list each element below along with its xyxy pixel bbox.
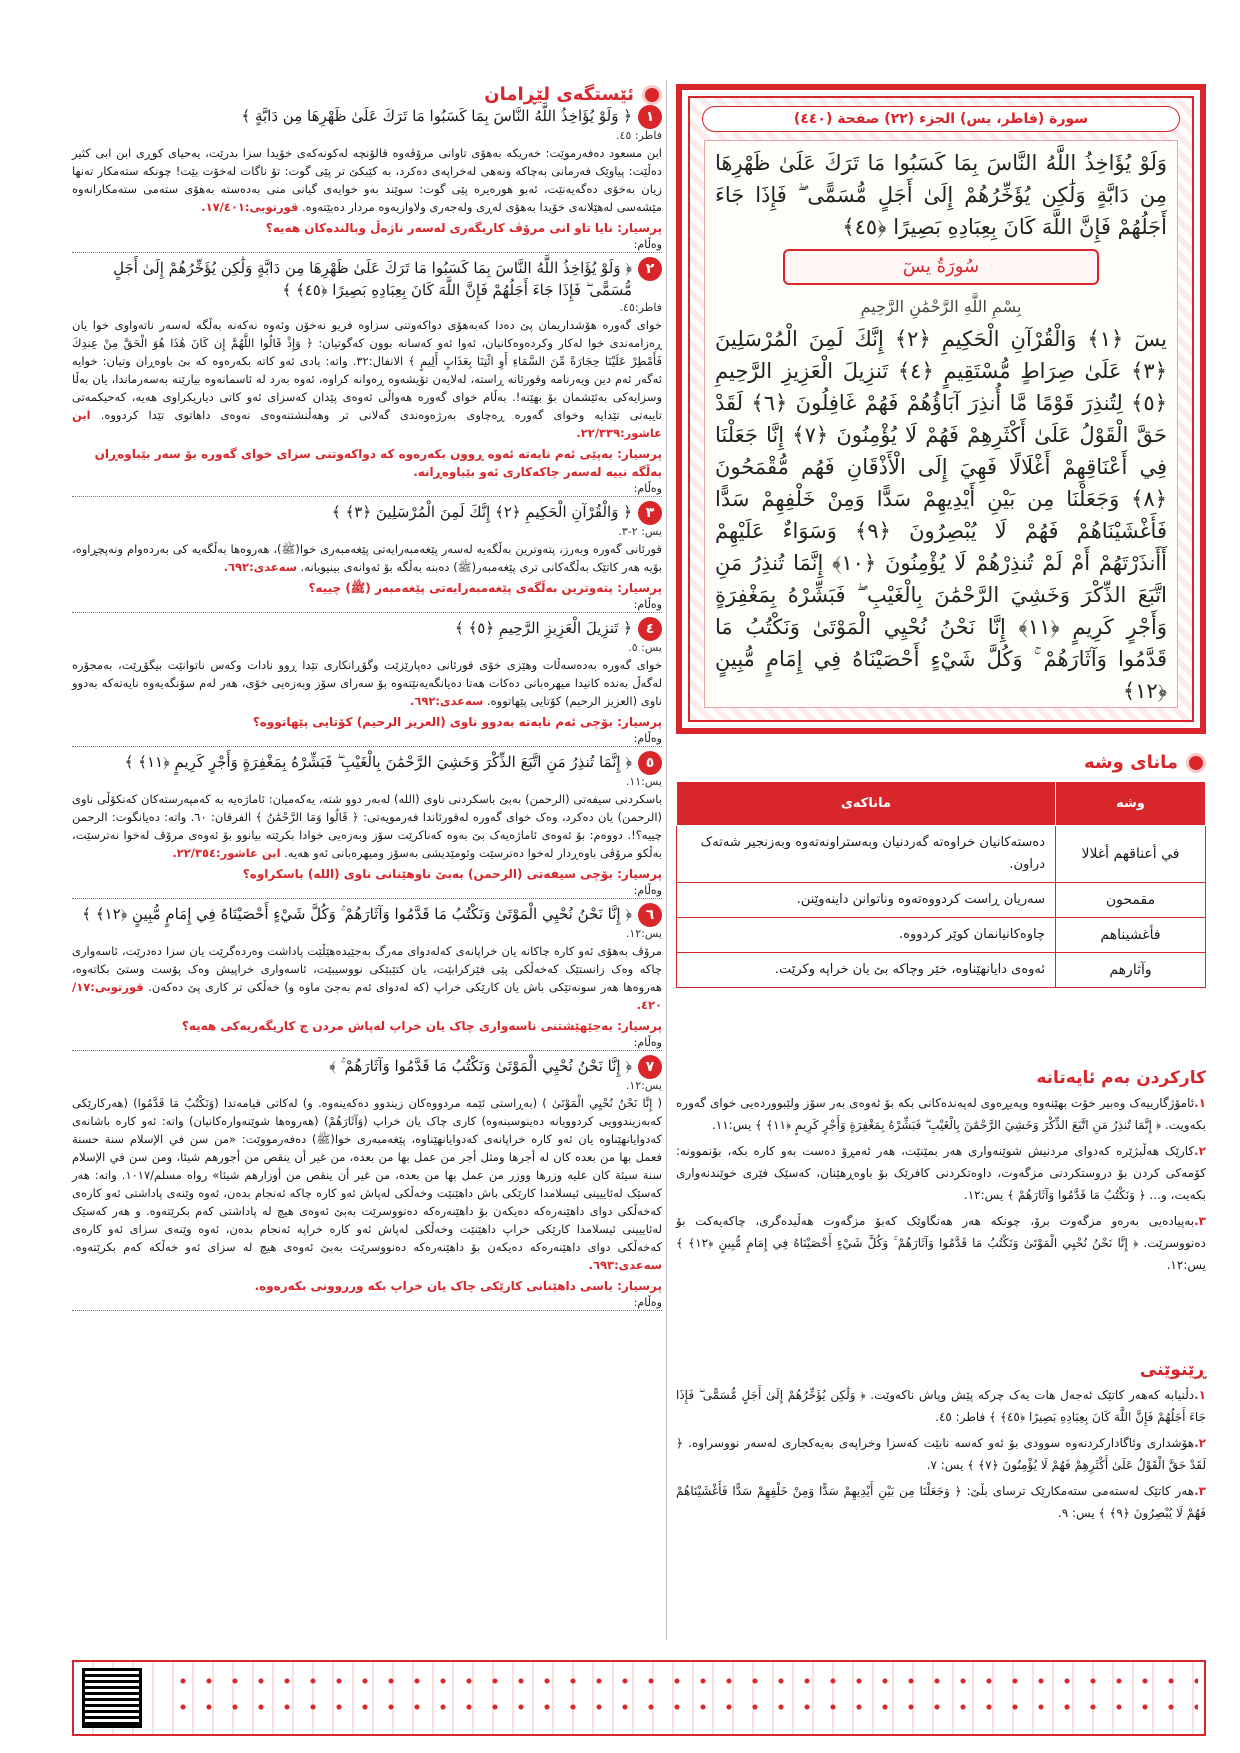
commentary-body: خوای گەورە هۆشداریمان پێ دەدا کەبەهۆی دواکەوتنی سزاوە فریو نەخۆن وئەوە نەکەنە بەڵگە لەسەر ناتەواوی خوا یان ڕەزامەندی خوا لەکار وکردەوەکانیان، ئەوا ئەو کەسانە بوون کەگوتیان: ﴿ وَإِذْ قَالُوا اللَّهُمَّ إِن كَانَ هَٰذَا هُوَ الْحَقَّ مِنْ عِندِكَ فَأَمْطِرْ عَلَيْنَا حِجَارَةً مِّنَ السَّمَاءِ أَوِ ائْتِنَا بِعَذَابٍ أَلِيمٍ ﴾ الانفال:٣٢. واتە: یادی ئەو کاتە بکەرەوە کە بێ باوەڕان وتیان: خوایە ئەگەر ئەم دین ویەرنامە وقورئانە ڕاستە، لەلایەن تۆیشەوە ڕەوانە کراوە، ئەوە بەرد لە ئاسمانەوە بیارێنە بەسەرماندا، یان بەڵا وسزایەکی بەئێشمان بۆ بهێنە!. بەڵام خوای گەورە هەواڵی ئەوەی پێدان کەسزای ئەو کاتی دیاریکراوی هەیە، کەحیکمەتی تایبەتی تێدایە وخوای گەورە ڕەچاوی بەرژەوەندی گەلانی تر وهەڵنشتنەوەی نەوەی داهاتوی تێدا کردووە. bbox=[72, 318, 663, 422]
answer-line[interactable]: وەڵام: bbox=[72, 731, 662, 747]
verse-line bbox=[72, 257, 662, 301]
commentary-text bbox=[72, 656, 662, 710]
word-meanings-table bbox=[676, 781, 1206, 988]
question-text: پرسیار: بەجێهێشتنی ناسەواری چاک یان خراپ لەپاش مردن چ کاریگەریەکی هەیە؟ bbox=[181, 1019, 662, 1033]
commentary-source: ابن عاشور:٢٢/٣٥٤. bbox=[172, 846, 281, 860]
quran-page-frame bbox=[688, 96, 1194, 722]
verse-text: ﴿ إِنَّمَا تُنذِرُ مَنِ اتَّبَعَ الذِّكْرَ وَخَشِيَ الرَّحْمَٰنَ بِالْغَيْبِ ۖ فَبَشِّرْهُ بِمَغْفِرَةٍ وَأَجْرٍ كَرِيمٍ ﴿١١﴾ ﴾ bbox=[124, 753, 632, 771]
meaning-cell: دەستەکانیان خراوەتە گەردنیان وبەستراونەتەوە وبەزنجیر شەتەک دراون. bbox=[677, 826, 1056, 883]
header-meaning: ماناکەی bbox=[677, 782, 1056, 826]
guidance-item-number: ١. bbox=[1194, 1388, 1206, 1402]
word-cell: في أعناقهم أغلالا bbox=[1056, 826, 1206, 883]
verse-line bbox=[72, 1055, 662, 1079]
word-cell: مقمحون bbox=[1056, 883, 1206, 918]
exercises-item-text: ئامۆژگارییەک وەبیر خۆت بهێنەوە وپەیڕەوی لەپەندەکانی بکە بۆ ئەوەی بەر سۆز ولێبووردەیی خوای گەورە بکەویت. ﴿ إِنَّمَا تُنذِرُ مَنِ اتَّبَعَ الذِّكْرَ وَخَشِيَ الرَّحْمَٰنَ بِالْغَيْبِ ۖ فَبَشِّرْهُ بِمَغْفِرَةٍ وَأَجْرٍ كَرِيمٍ ﴿١١﴾ ﴾ یس:١١. bbox=[676, 1096, 1206, 1132]
column-divider bbox=[666, 80, 667, 1640]
guidance-title: ڕێنوێنی bbox=[1139, 1360, 1206, 1380]
word-cell: فأغشيناهم bbox=[1056, 918, 1206, 953]
commentary-body: باسکردنی سیفەتی (الرحمن) بەبێ باسکردنی ناوی (الله) لەبەر دوو شتە، یەکەمیان: ئاماژەیە بە کەمپەرستەکان کەنکۆڵی ناوی (الرحمن) یان دەکرد، وەک خوای گەورە لەقورئاندا فەرمویەتی: ﴿ قَالُوا وَمَا الرَّحْمَٰنُ ﴾ الفرقان: ٦٠. واتە: دەیانگوت: الرحمن چییە؟!. دووەم: بۆ ئەوەی ئاماژەیەک بێ بەوە کەناکرێت سۆز وبەزەیی خوادا بکرێتە بیانوو بۆ ئەوەی مرۆڤ لەخوا نەترسێت، بەڵکو مرۆڤی باوەڕدار لەخوا دەترسێت وئومێدیشی بەسۆز ومیهرەبانی ئەو هەیە. bbox=[72, 792, 662, 860]
commentary-text bbox=[72, 790, 662, 862]
word-row bbox=[677, 953, 1206, 988]
commentary-source: ابن عاشور:٢٢/٣٣٩. bbox=[72, 408, 662, 440]
commentary-source: سەعدی:٦٩٢. bbox=[223, 560, 297, 574]
exercises-section bbox=[676, 1068, 1206, 1276]
decorative-footer bbox=[72, 1660, 1206, 1736]
answer-line[interactable]: وەڵام: bbox=[72, 883, 662, 899]
reflection-item bbox=[72, 501, 662, 613]
answer-line[interactable]: وەڵام: bbox=[72, 1035, 662, 1051]
meaning-cell: چاوەکانیانمان کوێر کردووە. bbox=[677, 918, 1056, 953]
basmala: بِسْمِ اللَّهِ الرَّحْمَٰنِ الرَّحِيمِ bbox=[860, 297, 1022, 316]
commentary-body: قورئانی گەورە وبەرز، پتەوترین بەڵگەیە لەسەر پێغەمبەرایەتی پێغەمبەری خوا(ﷺ)، هەروەها بەڵگەیە کی بەردەوام ونەپچڕاوە، بۆیە هەر کاتێک بەڵگەکانی تری پێغەمبەر(ﷺ) دەبنە بەڵگە بۆ ئەوانەی بینیویانە. bbox=[72, 542, 662, 574]
verse-reference: یس:١٢. bbox=[625, 1079, 662, 1092]
item-number-badge: ١ bbox=[638, 105, 662, 129]
commentary-text bbox=[72, 1094, 662, 1274]
exercises-item-text: بەپیادەیی بەرەو مزگەوت برۆ، چونکە هەر هەنگاوێک کەبۆ مزگەوت هەڵیدەگری، چاکەیەکت بۆ دەنووسرێت. ﴿ إِنَّا نَحْنُ نُحْيِي الْمَوْتَىٰ وَنَكْتُبُ مَا قَدَّمُوا وَآثَارَهُمْ ۚ وَكُلَّ شَيْءٍ أَحْصَيْنَاهُ فِي إِمَامٍ مُّبِينٍ ﴿١٢﴾ ﴾ یس:١٢. bbox=[676, 1214, 1206, 1272]
guidance-item-number: ٣. bbox=[1194, 1484, 1206, 1498]
item-number-badge: ٣ bbox=[638, 501, 662, 525]
item-number-badge: ٤ bbox=[638, 617, 662, 641]
verse-line bbox=[72, 903, 662, 927]
question-text: پرسیار: نایا تاو انی مرۆڤ کاریگەری لەسەر ناژەڵ وبالندەکان هەیە؟ bbox=[265, 221, 662, 235]
question-text: پرسیار: باسی داهێنانی کارێکی چاک یان خراپ بکە ورروونی بکەرەوە. bbox=[254, 1279, 662, 1293]
verse-text: ﴿ إِنَّا نَحْنُ نُحْيِي الْمَوْتَىٰ وَنَكْتُبُ مَا قَدَّمُوا وَآثَارَهُمْ ۚ ﴾ bbox=[329, 1057, 632, 1075]
question-text: پرسیار: پتەوترین بەڵگەی پێغەمبەرایەتی پێغەمبەر (ﷺ) چییە؟ bbox=[308, 581, 662, 595]
verse-reference: یس: ٥. bbox=[628, 641, 662, 654]
reflection-item bbox=[72, 903, 662, 1051]
answer-line[interactable]: وەڵام: bbox=[72, 597, 662, 613]
verse-text: ﴿ إِنَّا نَحْنُ نُحْيِي الْمَوْتَىٰ وَنَكْتُبُ مَا قَدَّمُوا وَآثَارَهُمْ ۚ وَكُلَّ شَيْءٍ أَحْصَيْنَاهُ فِي إِمَامٍ مُّبِينٍ ﴿١٢﴾ ﴾ bbox=[82, 905, 632, 923]
quran-text-fatir: وَلَوْ يُؤَاخِذُ اللَّهُ النَّاسَ بِمَا كَسَبُوا مَا تَرَكَ عَلَىٰ ظَهْرِهَا مِن دَابَّةٍ وَلَٰكِن يُؤَخِّرُهُمْ إِلَىٰ أَجَلٍ مُّسَمًّى ۖ فَإِذَا جَاءَ أَجَلُهُمْ فَإِنَّ اللَّهَ كَانَ بِعِبَادِهِ بَصِيرًا ﴿٤٥﴾ bbox=[715, 151, 1167, 239]
guidance-item-text: هۆشداری وئاگادارکردنەوە سوودی بۆ ئەو کەسە نابێت کەسزا وخراپەی بەیەکجاری لەسەر نووسراوە. ﴿ لَقَدْ حَقَّ الْقَوْلُ عَلَىٰ أَكْثَرِهِمْ فَهُمْ لَا يُؤْمِنُونَ ﴿٧﴾ ﴾ یس: ٧. bbox=[676, 1436, 1206, 1472]
verse-text: ﴿ وَالْقُرْآنِ الْحَكِيمِ ﴿٢﴾ إِنَّكَ لَمِنَ الْمُرْسَلِينَ ﴿٣﴾ ﴾ bbox=[331, 503, 632, 521]
question-text: پرسیار: بەپێی ئەم نایەتە ئەوە ڕوون بکەرەوە کە دواکەوتنی سزای خوای گەورە بۆ سەر بێباوەڕان بەڵگە نییە لەسەر چاکەکاری ئەو بێباوەڕانە. bbox=[94, 447, 662, 479]
commentary-source: سەعدی:٦٩٢. bbox=[409, 694, 484, 708]
verse-line bbox=[72, 751, 662, 775]
meaning-cell: ئەوەی دایانهێناوە، خێر وچاکە بێ یان خراپە وکرێت. bbox=[677, 953, 1056, 988]
exercises-item-number: ١. bbox=[1194, 1096, 1206, 1110]
verse-reference: یس:١٢. bbox=[625, 927, 662, 940]
quran-page-header: سورة (فاطر، يس) الجزء (٢٢) صفحة (٤٤٠) bbox=[702, 106, 1180, 132]
item-number-badge: ٥ bbox=[638, 751, 662, 775]
word-meanings-title: مانای وشە bbox=[676, 752, 1206, 773]
quran-text-yasin: يسٓ ﴿١﴾ وَالْقُرْآنِ الْحَكِيمِ ﴿٢﴾ إِنَّكَ لَمِنَ الْمُرْسَلِينَ ﴿٣﴾ عَلَىٰ صِرَاطٍ مُّسْتَقِيمٍ ﴿٤﴾ تَنزِيلَ الْعَزِيزِ الرَّحِيمِ ﴿٥﴾ لِتُنذِرَ قَوْمًا مَّا أُنذِرَ آبَاؤُهُمْ فَهُمْ غَافِلُونَ ﴿٦﴾ لَقَدْ حَقَّ الْقَوْلُ عَلَىٰ أَكْثَرِهِمْ فَهُمْ لَا يُؤْمِنُونَ ﴿٧﴾ إِنَّا جَعَلْنَا فِي أَعْنَاقِهِمْ أَغْلَالًا فَهِيَ إِلَى الْأَذْقَانِ فَهُم مُّقْمَحُونَ ﴿٨﴾ وَجَعَلْنَا مِن بَيْنِ أَيْدِيهِمْ سَدًّا وَمِنْ خَلْفِهِمْ سَدًّا فَأَغْشَيْنَاهُمْ فَهُمْ لَا يُبْصِرُونَ ﴿٩﴾ وَسَوَاءٌ عَلَيْهِمْ أَأَنذَرْتَهُمْ أَمْ لَمْ تُنذِرْهُمْ لَا يُؤْمِنُونَ ﴿١٠﴾ إِنَّمَا تُنذِرُ مَنِ اتَّبَعَ الذِّكْرَ وَخَشِيَ الرَّحْمَٰنَ بِالْغَيْبِ ۖ فَبَشِّرْهُ بِمَغْفِرَةٍ وَأَجْرٍ كَرِيمٍ ﴿١١﴾ إِنَّا نَحْنُ نُحْيِي الْمَوْتَىٰ وَنَكْتُبُ مَا قَدَّمُوا وَآثَارَهُمْ ۚ وَكُلَّ شَيْءٍ أَحْصَيْنَاهُ فِي إِمَامٍ مُّبِينٍ ﴿١٢﴾ bbox=[715, 327, 1167, 703]
exercises-item bbox=[676, 1140, 1206, 1206]
reflection-item bbox=[72, 105, 662, 253]
guidance-item bbox=[676, 1480, 1206, 1524]
commentary-body: ابن مسعود دەفەرموێت: خەریکە بەهۆی تاوانی مرۆڤەوە قالۆنچە لەکونەکەی خۆیدا سزا بدرێت، یەحیای کوڕی ابن ابی کثیر دەڵێت: پیاوێک فەرمانی بەچاکە ونەهی لەخراپەی دەکرد، بە کێبکێ تر پێی گوت: تۆ ناگات لەخۆت بێت! چونکە ستەمکار تەنها زیان بەخۆی دەگەیەنێت، ئەبو هورەیرە پێی گوت: سوێند بەو خوایەی گیانی منی بەدەستە بەهۆی ستەمی ستەمکارانەوە مێشەسی لەهێلانەی خۆیدا بەهۆی لەڕی ولەجەری ولاوازیەوە مردار دەبێتەوە. bbox=[72, 146, 662, 214]
commentary-text bbox=[72, 144, 662, 216]
item-number-badge: ٦ bbox=[638, 903, 662, 927]
commentary-source: سەعدی:٦٩٣. bbox=[588, 1258, 662, 1272]
surah-title: سُورَةُ يسٓ bbox=[783, 249, 1099, 285]
answer-line[interactable]: وەڵام: bbox=[72, 237, 662, 253]
exercises-item-number: ٣. bbox=[1194, 1214, 1206, 1228]
qr-code[interactable] bbox=[82, 1668, 142, 1728]
guidance-item-text: دڵنیابە کەهەر کاتێک ئەجەل هات یەک چرکە پێش وپاش ناکەوێت. ﴿ وَلَٰكِن يُؤَخِّرُهُمْ إِلَىٰ أَجَلٍ مُّسَمًّى ۖ فَإِذَا جَاءَ أَجَلُهُمْ فَإِنَّ اللَّهَ كَانَ بِعِبَادِهِ بَصِيرًا ﴿٤٥﴾ ﴾ فاطر: ٤٥. bbox=[676, 1388, 1206, 1424]
verse-line bbox=[72, 617, 662, 641]
exercises-item-number: ٢. bbox=[1194, 1144, 1206, 1158]
verse-reference: یس:١١. bbox=[625, 775, 662, 788]
guidance-item bbox=[676, 1384, 1206, 1428]
verse-text: ﴿ وَلَوْ يُؤَاخِذُ اللَّهُ النَّاسَ بِمَا كَسَبُوا مَا تَرَكَ عَلَىٰ ظَهْرِهَا مِن دَابَّةٍ وَلَٰكِن يُؤَخِّرُهُمْ إِلَىٰ أَجَلٍ مُّسَمًّى ۖ فَإِذَا جَاءَ أَجَلُهُمْ فَإِنَّ اللَّهَ كَانَ بِعِبَادِهِ بَصِيرًا ﴿٤٥﴾ ﴾ bbox=[113, 259, 632, 299]
ornament-pattern bbox=[170, 1668, 1198, 1728]
commentary-text bbox=[72, 540, 662, 576]
word-row bbox=[677, 883, 1206, 918]
answer-line[interactable]: وەڵام: bbox=[72, 481, 662, 497]
guidance-item-text: هەر کاتێک لەستەمی ستەمکارێک ترسای بڵێ: ﴿ وَجَعَلْنَا مِن بَيْنِ أَيْدِيهِمْ سَدًّا وَمِنْ خَلْفِهِمْ سَدًّا فَأَغْشَيْنَاهُمْ فَهُمْ لَا يُبْصِرُونَ ﴿٩﴾ ﴾ یس: ٩. bbox=[676, 1484, 1206, 1520]
reflections-title: ئێستگەی لێڕامان bbox=[72, 84, 662, 105]
verse-reference: فاطر:٤٥. bbox=[619, 301, 662, 314]
answer-line[interactable]: وەڵام: bbox=[72, 1295, 662, 1311]
reflection-item bbox=[72, 257, 662, 497]
item-number-badge: ٧ bbox=[638, 1055, 662, 1079]
word-row bbox=[677, 918, 1206, 953]
commentary-text bbox=[72, 942, 662, 1014]
reflection-item bbox=[72, 1055, 662, 1311]
meaning-cell: سەریان ڕاست کردووەتەوە وناتوانن داینەوێنن. bbox=[677, 883, 1056, 918]
quran-page-text bbox=[704, 140, 1178, 708]
guidance-item bbox=[676, 1432, 1206, 1476]
reflections-column bbox=[72, 84, 662, 1315]
exercises-item bbox=[676, 1092, 1206, 1136]
verse-line bbox=[72, 501, 662, 525]
commentary-body: خوای گەورە بەدەسەڵات وهێزی خۆی قورئانی دەپارێزێت وگۆڕانکاری تێدا ڕوو نادات وکەس ناتوانێت بیگۆڕێت، بەمجۆرە لەگەڵ بەندە کانیدا میهرەبانی دەکات هەتا دەیانگەیەنێتەوە بۆ سەرای سۆز وبەزەیی خۆی، هەر لەم سۆنگەیەوە نایەتەکە بەدوو ناوی (العزیز الرحیم) کۆتایی پێهاتووە. bbox=[72, 658, 662, 708]
item-number-badge: ٢ bbox=[638, 257, 662, 281]
commentary-source: قورتوبی:١٧/ ٤٢٠. bbox=[72, 980, 662, 1012]
question-text: پرسیار: بۆچی سیفەتی (الرحمن) بەبێ ناوهێنانی ناوی (الله) باسکراوە؟ bbox=[242, 867, 662, 881]
word-cell: وآثارهم bbox=[1056, 953, 1206, 988]
question-text: پرسیار: بۆچی ئەم نایەتە بەدوو ناوی (العزیز الرحیم) کۆتایی پێهاتووە؟ bbox=[252, 715, 662, 729]
verse-text: ﴿ تَنزِيلَ الْعَزِيزِ الرَّحِيمِ ﴿٥﴾ ﴾ bbox=[454, 619, 632, 637]
reflection-items bbox=[72, 105, 662, 1311]
commentary-body: ( إِنَّا نَحْنُ نُحْيِي الْمَوْتَىٰ ) (بەڕاستی ئێمە مردووەکان زیندوو دەکەینەوە. و) لەکاتی قیامەتدا (وَنَكْتُبُ مَا قَدَّمُوا) (هەرکارێکی کەبەزیندوویی کردوویانە دەینوسینەوە) کاری چاک یان خراپ (وَآثَارَهُمْ) (هەروەها شوێنەوارەکانیان) واتە: ئەو کارە باشانەی کەدوایانهێناوە یان ئەو کارە خراپانەی کەدوایانهێناوە، پێغەمبەری خوا(ﷺ) دەفەرمووێت: «من سن في الإسلام سنة حسنة فعمل بها من بعده كان له أجرها ومثل أجر من عمل بها من بعده، من غير أن ينقص من أجورهم شيئا، ومن سن في الإسلام سنة سيئة كان عليه وزرها ووزر من عمل بها من بعده، من غير أن ينقص من أوزارهم شيئا» رواه مسلم/١٠١٧. واتە: هەر کەسێک لەئاییینی ئیسلامدا کارێکی باش داهێنێت وخەڵکی لەپاش ئەو کارە چاکە ئەنجام بدەن، ئەوە وێنەی پاداشتی ئەو کارەی کەخەڵکی دوای داهێنەرەکە دەیکەن بۆ داهێنەرەکە دەنووسرێت بەبێ ئەوەی هیچ لە پاداشتی کەم بکرێتەوە. و هەر کەسێک لەئاییینی ئیسلامدا کارێکی خراپ داهێنێت وخەڵکی لەپاش ئەو کارە خراپە ئەنجام بدەن، ئەوە وێنەی سزای ئەو کارەی کەخەڵکی دوای داهێنەرەکە دەیکەن بۆ داهێنەرەکە دەنووسرێت بەبێ ئەوەی هیچ لە سزای ئەو خەڵکە کەم بکرێتەوە. bbox=[72, 1096, 662, 1254]
guidance-section bbox=[676, 1360, 1206, 1524]
exercises-item bbox=[676, 1210, 1206, 1276]
flower-icon bbox=[642, 85, 662, 105]
flower-icon bbox=[1186, 753, 1206, 773]
guidance-item-number: ٢. bbox=[1194, 1436, 1206, 1450]
word-row bbox=[677, 826, 1206, 883]
header-word: وشە bbox=[1056, 782, 1206, 826]
commentary-body: مرۆڤ بەهۆی ئەو کارە چاکانە یان خراپانەی کەلەدوای مەرگ بەجێیدەهێڵێت پاداشت وەردەگرێت یان سزا دەدرێت، ئاسەواری چاکە وەک زانستێک کەخەڵکی پێی فێرکرابێت، یان کتێبێکی نووسیبێت، ئاسەواری خراپیش وەک پۆست وستێ بکاتەوە، هەروەها هەر سونەتێکی باش یان کارێکی خراپ (کە لەدوای ئەم بەجێ ماوە و) خەڵکی تر کاری پێ دەکەن. bbox=[72, 944, 662, 994]
word-meanings-section bbox=[676, 752, 1206, 988]
reflection-item bbox=[72, 617, 662, 747]
reflection-item bbox=[72, 751, 662, 899]
verse-text: ﴿ وَلَوْ يُؤَاخِذُ اللَّهُ النَّاسَ بِمَا كَسَبُوا مَا تَرَكَ عَلَىٰ ظَهْرِهَا مِن دَابَّةٍ ﴾ bbox=[241, 107, 632, 125]
verse-reference: فاطر: ٤٥. bbox=[616, 129, 662, 142]
verse-line bbox=[72, 105, 662, 129]
exercises-title: کارکردن بەم ئایەتانە bbox=[1036, 1068, 1206, 1088]
commentary-source: قورتوبی:١٧/٤٠١. bbox=[201, 200, 299, 214]
quran-page-panel bbox=[676, 84, 1206, 734]
exercises-item-text: کارێک هەڵبژێرە کەدوای مردنیش شوێنەواری هەر بمێنێت، هەر ئەمڕۆ دەست بەو کارە بکە، بۆنموونە: کۆمەکی کردن بۆ دروستکردنی مزگەوت، داوەتکردنی کافرێک بۆ باوەڕهێنان، کەسێک فێری خوێندنەواری بکەیت، و... ﴿ وَنَكْتُبُ مَا قَدَّمُوا وَآثَارَهُمْ ﴾ یس:١٢. bbox=[676, 1144, 1206, 1202]
verse-reference: یس: ٢-٣. bbox=[618, 525, 662, 538]
commentary-text bbox=[72, 316, 662, 442]
